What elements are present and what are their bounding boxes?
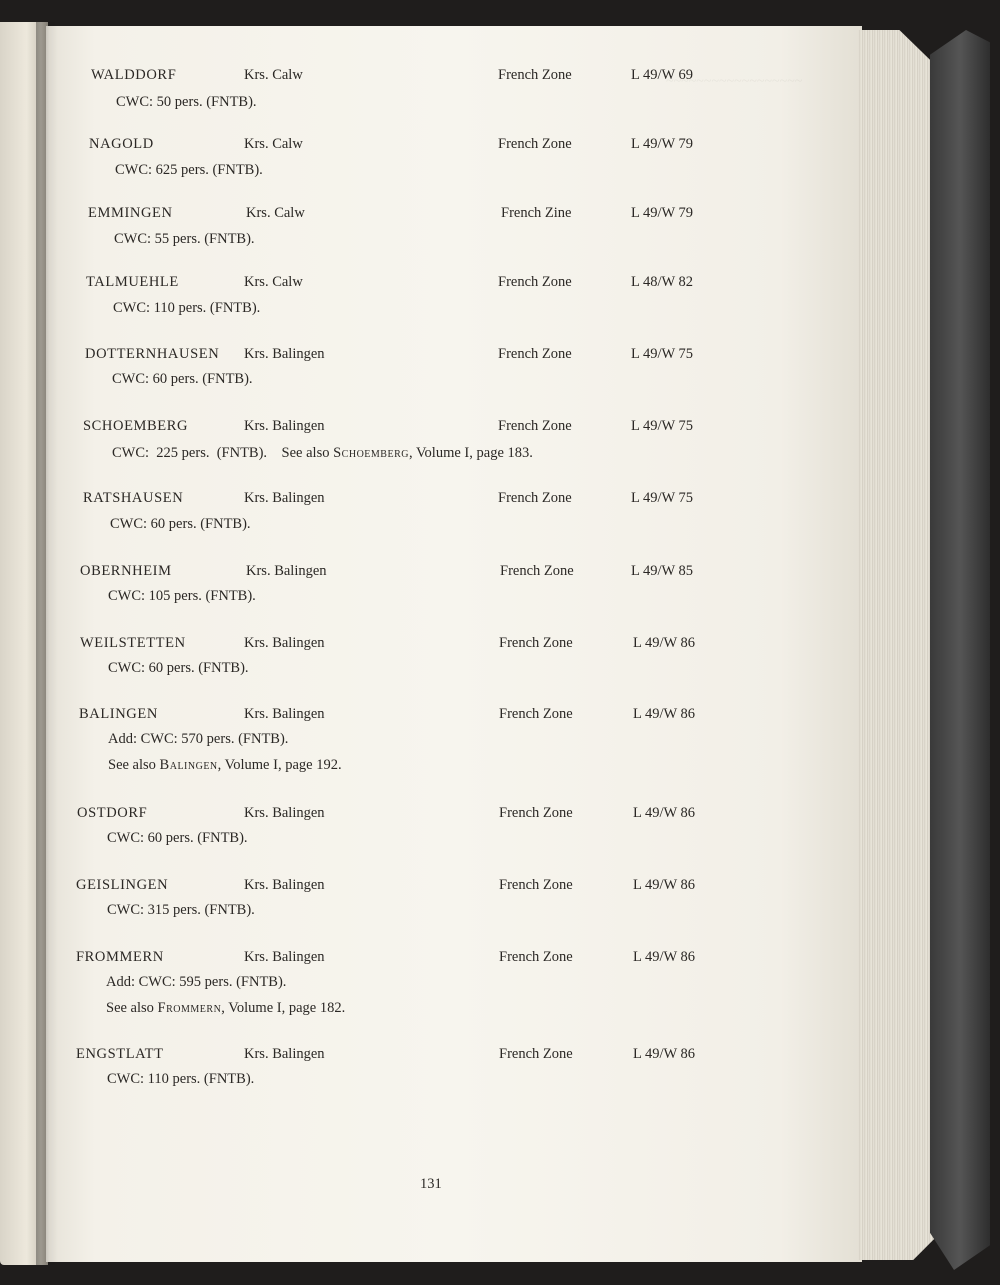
zone: French Zine [501, 205, 572, 221]
district: Krs. Calw [244, 274, 303, 290]
grid-reference: L 49/W 75 [631, 490, 694, 506]
grid-reference: L 49/W 79 [631, 205, 694, 221]
zone: French Zone [499, 635, 573, 651]
place-name: OBERNHEIM [80, 563, 172, 579]
grid-reference: L 49/W 69 [631, 67, 694, 83]
grid-reference: L 49/W 86 [633, 1046, 696, 1062]
grid-reference: L 49/W 86 [633, 877, 696, 893]
place-name: WALDDORF [91, 67, 177, 83]
cwc-detail: CWC: 50 pers. (FNTB). [116, 94, 257, 110]
grid-reference: L 49/W 85 [631, 563, 694, 579]
list-item [46, 274, 862, 316]
district: Krs. Calw [246, 205, 305, 221]
place-name: NAGOLD [89, 136, 154, 152]
place-name: OSTDORF [77, 805, 148, 821]
cwc-detail: CWC: 625 pers. (FNTB). [115, 162, 263, 178]
grid-reference: L 49/W 75 [631, 346, 694, 362]
list-item [46, 706, 862, 773]
zone: French Zone [500, 563, 574, 579]
place-name: RATSHAUSEN [83, 490, 184, 506]
page-number: 131 [420, 1176, 442, 1192]
district: Krs. Balingen [244, 490, 325, 506]
district: Krs. Balingen [244, 949, 325, 965]
cwc-detail: Add: CWC: 595 pers. (FNTB). [106, 974, 287, 990]
district: Krs. Balingen [244, 706, 325, 722]
book-page [46, 26, 862, 1262]
list-item [46, 67, 862, 110]
zone: French Zone [498, 490, 572, 506]
place-name: GEISLINGEN [76, 877, 169, 893]
cwc-text: CWC: 225 pers. (FNTB). See also [112, 445, 334, 461]
list-item [46, 1046, 862, 1087]
district: Krs. Balingen [244, 418, 325, 434]
cross-reference-name: Frommern [157, 1000, 222, 1016]
district: Krs. Balingen [244, 346, 325, 362]
list-item [46, 635, 862, 676]
grid-reference: L 48/W 82 [631, 274, 694, 290]
cwc-detail: CWC: 105 pers. (FNTB). [108, 588, 256, 604]
zone: French Zone [499, 949, 573, 965]
list-item [46, 877, 862, 918]
list-item [46, 418, 862, 461]
place-name: DOTTERNHAUSEN [85, 346, 220, 362]
cross-reference [108, 757, 342, 774]
cross-reference [106, 1000, 345, 1017]
list-item [46, 205, 862, 247]
cross-reference-volume: , Volume I, page 182. [221, 1000, 346, 1016]
list-item [46, 949, 862, 1016]
district: Krs. Balingen [244, 805, 325, 821]
grid-reference: L 49/W 75 [631, 418, 694, 434]
place-name: BALINGEN [79, 706, 158, 722]
cwc-detail [112, 445, 533, 462]
grid-reference: L 49/W 86 [633, 949, 696, 965]
district: Krs. Calw [244, 67, 303, 83]
zone: French Zone [498, 346, 572, 362]
cross-reference-name: Schoemberg [333, 445, 409, 461]
list-item [46, 346, 862, 387]
show-through-text: ~~~~~~~~~~~~~~~~~~ [666, 74, 803, 89]
list-item [46, 490, 862, 532]
list-item [46, 805, 862, 846]
zone: French Zone [499, 877, 573, 893]
cwc-detail: CWC: 110 pers. (FNTB). [107, 1071, 255, 1087]
cwc-detail: CWC: 60 pers. (FNTB). [110, 516, 251, 532]
zone: French Zone [499, 805, 573, 821]
cwc-detail: CWC: 315 pers. (FNTB). [107, 902, 255, 918]
district: Krs. Balingen [246, 563, 327, 579]
district: Krs. Balingen [244, 877, 325, 893]
grid-reference: L 49/W 86 [633, 706, 696, 722]
spine-shadow [36, 22, 58, 1265]
grid-reference: L 49/W 86 [633, 805, 696, 821]
grid-reference: L 49/W 79 [631, 136, 694, 152]
book-cover [930, 30, 990, 1270]
list-item [46, 563, 862, 604]
district: Krs. Calw [244, 136, 303, 152]
place-name: WEILSTETTEN [80, 635, 186, 651]
place-name: SCHOEMBERG [83, 418, 189, 434]
cwc-detail: CWC: 60 pers. (FNTB). [112, 371, 253, 387]
zone: French Zone [498, 418, 572, 434]
cross-reference-volume: , Volume I, page 192. [217, 757, 342, 773]
cwc-detail: CWC: 55 pers. (FNTB). [114, 231, 255, 247]
place-name: FROMMERN [76, 949, 164, 965]
zone: French Zone [499, 706, 573, 722]
cwc-detail: CWC: 110 pers. (FNTB). [113, 300, 261, 316]
place-name: TALMUEHLE [86, 274, 179, 290]
district: Krs. Balingen [244, 1046, 325, 1062]
zone: French Zone [498, 67, 572, 83]
cross-reference-prefix: See also [108, 757, 160, 773]
cwc-detail: CWC: 60 pers. (FNTB). [108, 660, 249, 676]
cross-reference-prefix: See also [106, 1000, 158, 1016]
place-name: EMMINGEN [88, 205, 173, 221]
zone: French Zone [498, 274, 572, 290]
cross-reference-name: Balingen [159, 757, 218, 773]
cross-reference-volume: , Volume I, page 183. [408, 445, 533, 461]
place-name: ENGSTLATT [76, 1046, 164, 1062]
cwc-detail: Add: CWC: 570 pers. (FNTB). [108, 731, 289, 747]
grid-reference: L 49/W 86 [633, 635, 696, 651]
zone: French Zone [499, 1046, 573, 1062]
cwc-detail: CWC: 60 pers. (FNTB). [107, 830, 248, 846]
zone: French Zone [498, 136, 572, 152]
district: Krs. Balingen [244, 635, 325, 651]
list-item [46, 136, 862, 178]
